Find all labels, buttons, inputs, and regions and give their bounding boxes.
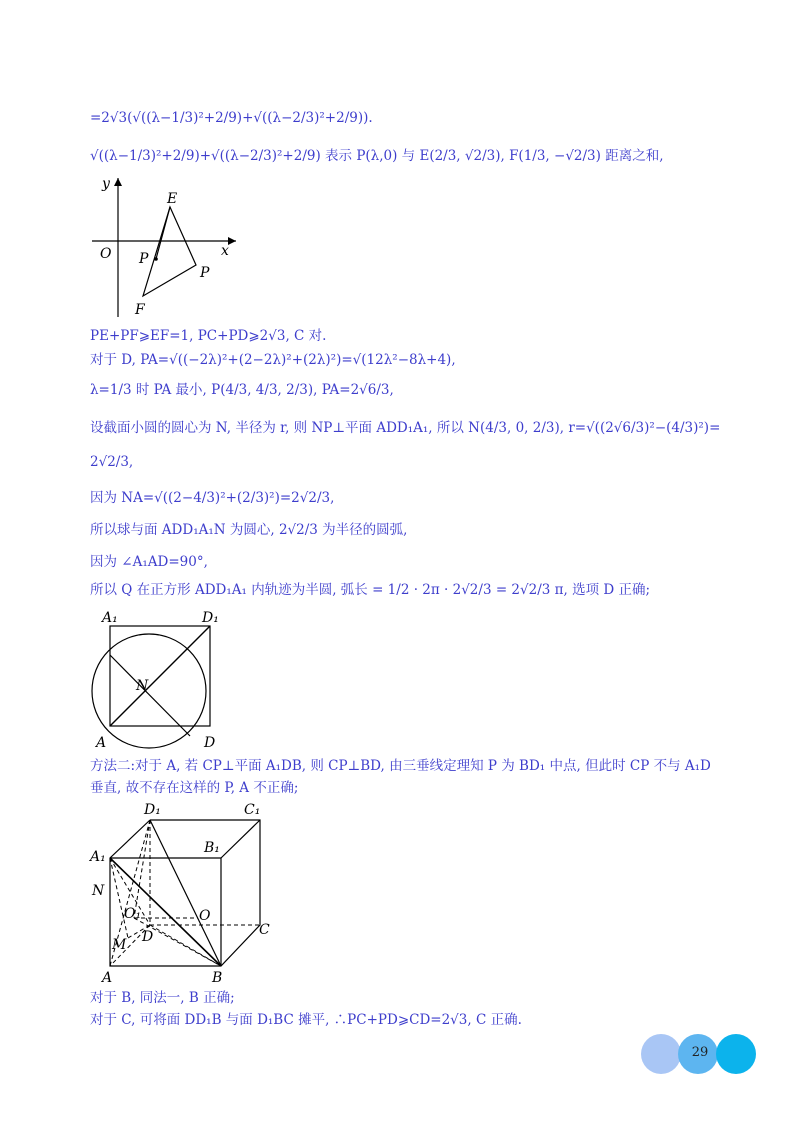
point-f-label: F [135, 302, 145, 318]
text-line-7: 2√2/3, [90, 454, 134, 470]
coordinate-figure [88, 172, 248, 322]
point-n-label: N [92, 883, 105, 899]
point-p-label: P [200, 265, 210, 281]
vertex-a-label: A [96, 735, 107, 751]
text-line-15: 对于 C, 可将面 DD₁B 与面 D₁BC 摊平, ∴PC+PD⩾CD=2√3, C 正确. [90, 1012, 522, 1028]
text-line-6: 设截面小圆的圆心为 N, 半径为 r, 则 NP⊥平面 ADD₁A₁, 所以 N(4/3, 0, 2/3), r=√((2√6/3)²−(4/3)²)= [90, 420, 721, 436]
text-line-5: λ=1/3 时 PA 最小, P(4/3, 4/3, 2/3), PA=2√6/3, [90, 382, 394, 398]
vertex-d-label: D [204, 735, 216, 751]
vertex-a1-label: A₁ [90, 849, 106, 865]
text-line-14: 对于 B, 同法一, B 正确; [90, 990, 235, 1006]
text-line-11: 所以 Q 在正方形 ADD₁A₁ 内轨迹为半圆, 弧长 = 1/2 · 2π · 2√2/3 = 2√2/3 π, 选项 D 正确; [90, 582, 651, 598]
point-o1-label: O₁ [124, 906, 142, 922]
vertex-b1-label: B₁ [204, 840, 220, 856]
text-line-1: =2√3(√((λ−1/3)²+2/9)+√((λ−2/3)²+2/9)). [90, 110, 373, 126]
point-o-label: O [199, 908, 211, 924]
text-line-13: 垂直, 故不存在这样的 P, A 不正确; [90, 780, 299, 796]
text-line-4: 对于 D, PA=√((−2λ)²+(2−2λ)²+(2λ)²)=√(12λ²−8λ+4), [90, 352, 456, 368]
vertex-d-label: D [142, 929, 154, 945]
cube-figure [88, 798, 288, 988]
text-line-10: 因为 ∠A₁AD=90°, [90, 554, 208, 570]
vertex-a1-label: A₁ [102, 610, 118, 626]
center-n-label: N [136, 678, 149, 694]
y-axis-label: y [102, 176, 110, 192]
text-line-3: PE+PF⩾EF=1, PC+PD⩾2√3, C 对. [90, 328, 327, 344]
page-number: 29 [691, 1045, 709, 1060]
x-axis-label: x [221, 243, 229, 259]
vertex-d1-label: D₁ [202, 610, 219, 626]
text-line-8: 因为 NA=√((2−4/3)²+(2/3)²)=2√2/3, [90, 490, 335, 506]
text-line-9: 所以球与面 ADD₁A₁N 为圆心, 2√2/3 为半径的圆弧, [90, 522, 408, 538]
origin-label: O [100, 246, 112, 262]
vertex-c1-label: C₁ [244, 802, 261, 818]
vertex-a-label: A [102, 970, 113, 986]
point-p-label: P [139, 251, 149, 267]
point-e-label: E [167, 191, 178, 207]
vertex-c-label: C [259, 922, 270, 938]
text-line-2: √((λ−1/3)²+2/9)+√((λ−2/3)²+2/9) 表示 P(λ,0) 与 E(2/3, √2/3), F(1/3, −√2/3) 距离之和, [90, 148, 664, 164]
point-m-label: M [112, 937, 127, 953]
vertex-b-label: B [212, 970, 223, 986]
square-circle-figure [88, 606, 228, 752]
text-line-12: 方法二:对于 A, 若 CP⊥平面 A₁DB, 则 CP⊥BD, 由三垂线定理知 P 为 BD₁ 中点, 但此时 CP 不与 A₁D [90, 758, 711, 774]
vertex-d1-label: D₁ [144, 802, 161, 818]
